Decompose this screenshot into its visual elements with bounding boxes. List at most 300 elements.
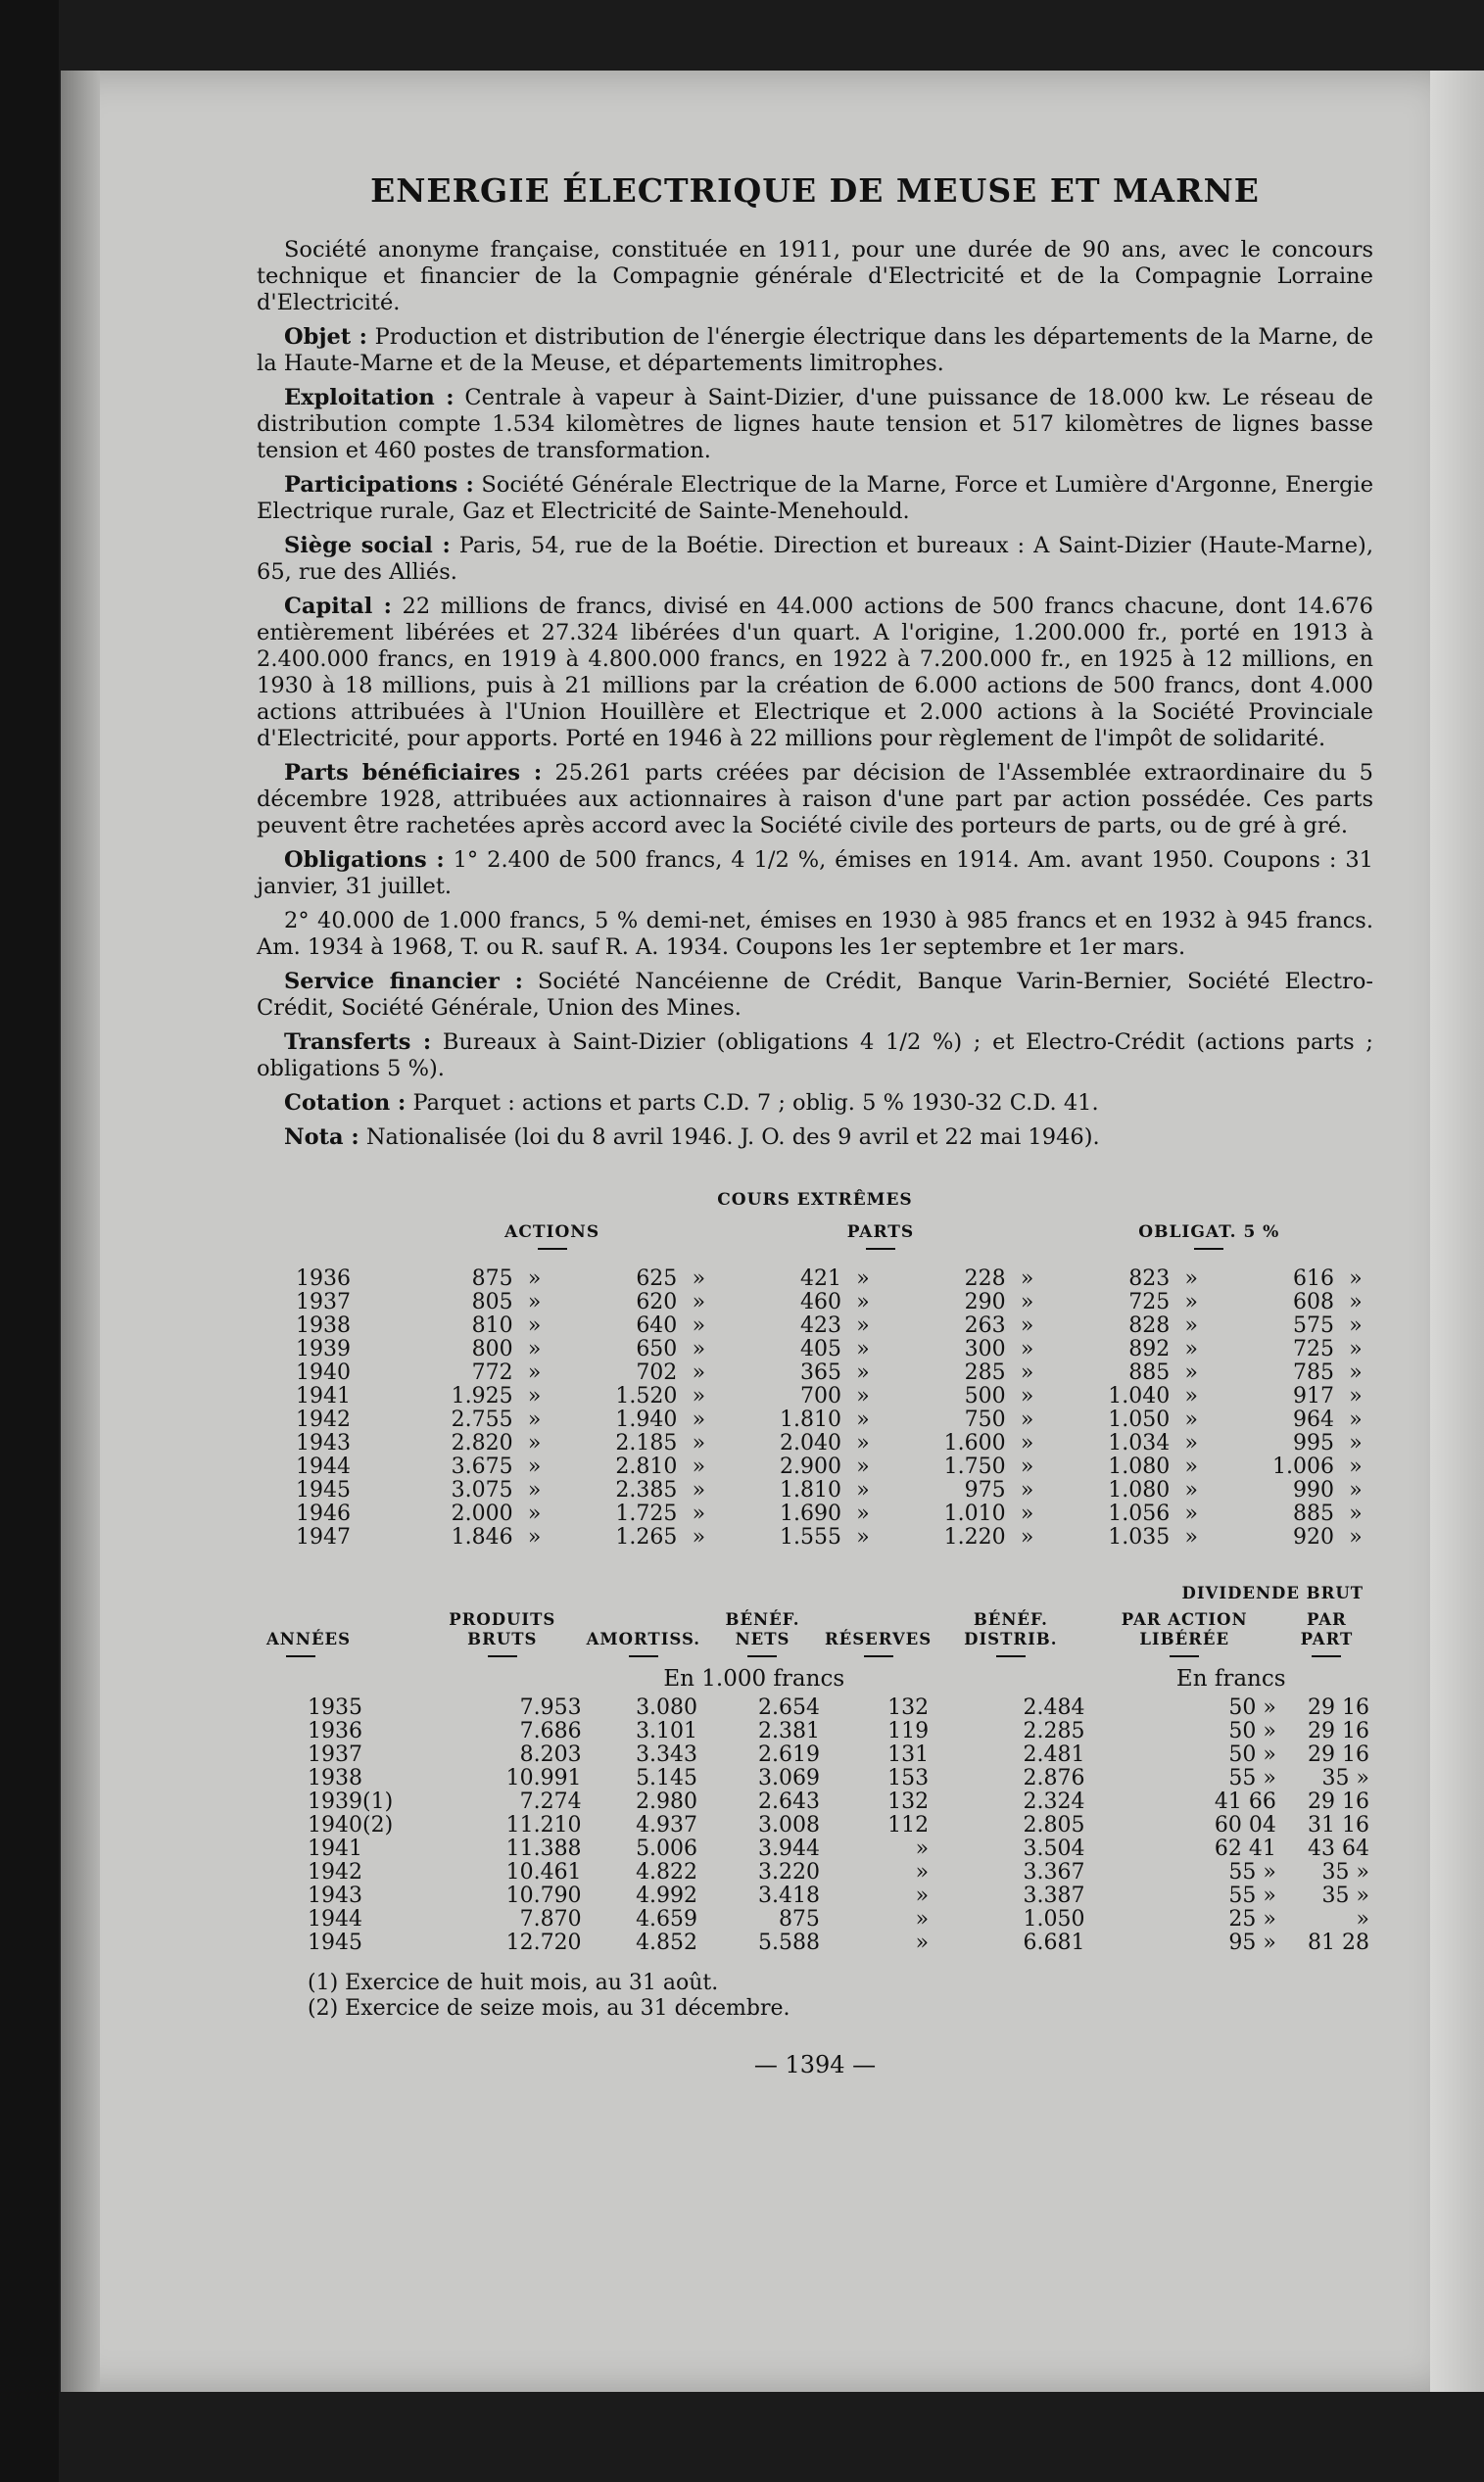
guillemet: » bbox=[856, 1384, 870, 1408]
results-cell-reserves: 132 bbox=[887, 1695, 930, 1720]
cours-cell-a1: 2.755 bbox=[451, 1408, 513, 1432]
paragraph-text: 2° 40.000 de 1.000 francs, 5 % demi-net, émises en 1930 à 985 francs et en 1932 à 945 francs. Am. 1934 à 1968, T. ou R. sauf R. A. 1934. Coupons les 1er septembre et 1er mars. bbox=[257, 908, 1373, 960]
guillemet: » bbox=[527, 1408, 542, 1432]
cours-row bbox=[257, 1456, 1373, 1479]
benef-nets-header: BÉNÉF. NETS bbox=[701, 1609, 824, 1663]
guillemet: » bbox=[527, 1360, 542, 1385]
company-description bbox=[257, 237, 1373, 1151]
guillemet: » bbox=[692, 1313, 706, 1338]
paragraph-text: 25.261 parts créées par décision de l'Assemblée extraordinaire du 5 décembre 1928, attribuées aux actionnaires à raison d'une part par action possédée. Ces parts peuvent être rachetées après accord avec la Société civile des porteurs de parts, ou de gré à gré. bbox=[257, 760, 1373, 838]
cours-cell-year: 1940 bbox=[296, 1360, 351, 1385]
results-cell-div_action: 55 » bbox=[1228, 1884, 1276, 1908]
guillemet: » bbox=[692, 1290, 706, 1314]
guillemet: » bbox=[1020, 1431, 1034, 1456]
results-cell-div_action: 95 » bbox=[1228, 1931, 1276, 1955]
paragraph bbox=[257, 324, 1373, 377]
annees-header: ANNÉES bbox=[257, 1609, 419, 1663]
results-cell-amort: 4.992 bbox=[636, 1884, 698, 1908]
results-cell-div_part: 29 16 bbox=[1308, 1695, 1369, 1720]
paragraph-text: 22 millions de francs, divisé en 44.000 actions de 500 francs chacune, dont 14.676 entièrement libérées et 27.324 libérées d'un quart. A l'origine, 1.200.000 fr., porté en 1913 à 2.400.000 francs, en 1919 à 4.800.000 francs, en 1922 à 7.200.000 fr., en 1925 à 12 millions, en 1930 à 18 millions, puis à 21 millions par la création de 6.000 actions de 500 francs, dont 4.000 actions attribuées à l'Union Houillère et Electrique et 2.000 actions à la Société Provinciale d'Electricité, pour apports. Porté en 1946 à 22 millions pour règlement de l'impôt de solidarité. bbox=[257, 594, 1373, 751]
cours-cell-year: 1938 bbox=[296, 1313, 351, 1338]
guillemet: » bbox=[1184, 1266, 1199, 1291]
next-page-edge bbox=[1430, 71, 1484, 2392]
paragraph-label: Objet : bbox=[284, 324, 367, 350]
cours-cell-year: 1937 bbox=[296, 1290, 351, 1314]
cours-cell-year: 1942 bbox=[296, 1408, 351, 1432]
results-row bbox=[257, 1861, 1373, 1885]
cours-cell-year: 1944 bbox=[296, 1455, 351, 1479]
cours-cell-o2: 1.006 bbox=[1272, 1455, 1334, 1479]
guillemet: » bbox=[1020, 1337, 1034, 1361]
cours-cell-o1: 892 bbox=[1128, 1337, 1171, 1361]
results-row bbox=[257, 1743, 1373, 1767]
guillemet: » bbox=[856, 1266, 870, 1291]
cours-cell-o2: 785 bbox=[1293, 1360, 1334, 1385]
results-cell-div_part: 35 » bbox=[1321, 1766, 1369, 1790]
cours-oblig-header: OBLIGAT. 5 % bbox=[1045, 1221, 1373, 1267]
footnotes bbox=[257, 1971, 1373, 2022]
results-cell-div_action: 25 » bbox=[1228, 1907, 1276, 1932]
results-cell-benef: 3.220 bbox=[757, 1860, 820, 1885]
results-cell-div_action: 50 » bbox=[1228, 1742, 1276, 1767]
cours-table bbox=[257, 1221, 1373, 1550]
guillemet: » bbox=[1184, 1502, 1199, 1526]
cours-cell-o2: 917 bbox=[1293, 1384, 1334, 1408]
paragraph-label: Cotation : bbox=[284, 1090, 407, 1116]
results-cell-year: 1942 bbox=[308, 1860, 362, 1885]
footnote: (1) Exercice de huit mois, au 31 août. bbox=[308, 1971, 719, 1995]
results-cell-benef: 2.654 bbox=[757, 1695, 820, 1720]
cours-cell-o1: 1.040 bbox=[1108, 1384, 1171, 1408]
cours-cell-o1: 823 bbox=[1128, 1266, 1171, 1291]
guillemet: » bbox=[1349, 1313, 1363, 1338]
guillemet: » bbox=[1349, 1408, 1363, 1432]
guillemet: » bbox=[692, 1384, 706, 1408]
guillemet: » bbox=[856, 1290, 870, 1314]
results-cell-produits: 10.991 bbox=[505, 1766, 582, 1790]
guillemet: » bbox=[1020, 1290, 1034, 1314]
guillemet: » bbox=[527, 1266, 542, 1291]
par-action-header: PAR ACTION LIBÉRÉE bbox=[1089, 1609, 1280, 1663]
results-cell-distrib: 3.387 bbox=[1023, 1884, 1085, 1908]
results-cell-reserves: 131 bbox=[887, 1742, 930, 1767]
paragraph-label: Participations : bbox=[284, 472, 474, 498]
guillemet: » bbox=[692, 1502, 706, 1526]
footnote: (2) Exercice de seize mois, au 31 décembre. bbox=[308, 1996, 790, 2021]
guillemet: » bbox=[692, 1408, 706, 1432]
results-cell-div_part: 81 28 bbox=[1308, 1931, 1369, 1955]
paragraph-label: Transferts : bbox=[284, 1029, 432, 1055]
results-cell-benef: 875 bbox=[778, 1907, 820, 1932]
paragraph bbox=[257, 1124, 1373, 1151]
paragraph bbox=[257, 908, 1373, 961]
guillemet: » bbox=[1349, 1266, 1363, 1291]
results-cell-div_action: 50 » bbox=[1228, 1695, 1276, 1720]
guillemet: » bbox=[856, 1408, 870, 1432]
paragraph-text: Nationalisée (loi du 8 avril 1946. J. O. des 9 avril et 22 mai 1946). bbox=[365, 1124, 1100, 1150]
benef-distrib-header: BÉNÉF. DISTRIB. bbox=[933, 1609, 1088, 1663]
paragraph-label: Exploitation : bbox=[284, 385, 455, 410]
guillemet: » bbox=[692, 1478, 706, 1503]
guillemet: » bbox=[856, 1313, 870, 1338]
guillemet: » bbox=[856, 1337, 870, 1361]
unit-left: En 1.000 francs bbox=[663, 1666, 845, 1692]
results-cell-benef: 3.069 bbox=[757, 1766, 820, 1790]
cours-cell-a2: 2.810 bbox=[615, 1455, 678, 1479]
paragraph bbox=[257, 472, 1373, 525]
paragraph-text: 1° 2.400 de 500 francs, 4 1/2 %, émises en 1914. Am. avant 1950. Coupons : 31 janvier, 31 juillet. bbox=[257, 847, 1373, 899]
paragraph bbox=[257, 969, 1373, 1022]
results-row bbox=[257, 1814, 1373, 1838]
results-cell-benef: 3.008 bbox=[757, 1813, 820, 1838]
guillemet: » bbox=[1184, 1290, 1199, 1314]
guillemet: » bbox=[1184, 1431, 1199, 1456]
page-title: ENERGIE ÉLECTRIQUE DE MEUSE ET MARNE bbox=[370, 171, 1260, 210]
cours-cell-a1: 772 bbox=[471, 1360, 513, 1385]
cours-cell-p1: 1.810 bbox=[779, 1478, 841, 1503]
paragraph bbox=[257, 385, 1373, 464]
guillemet: » bbox=[1020, 1502, 1034, 1526]
guillemet: » bbox=[1349, 1502, 1363, 1526]
cours-cell-o1: 1.056 bbox=[1108, 1502, 1171, 1526]
cours-cell-o2: 725 bbox=[1293, 1337, 1334, 1361]
cours-cell-o2: 608 bbox=[1293, 1290, 1334, 1314]
results-row bbox=[257, 1790, 1373, 1814]
cours-row bbox=[257, 1385, 1373, 1408]
cours-cell-p2: 750 bbox=[964, 1408, 1006, 1432]
results-cell-div_part: 29 16 bbox=[1308, 1742, 1369, 1767]
results-row bbox=[257, 1838, 1373, 1861]
results-cell-reserves: » bbox=[915, 1931, 930, 1955]
cours-cell-p2: 1.010 bbox=[943, 1502, 1006, 1526]
results-cell-reserves: » bbox=[915, 1907, 930, 1932]
cours-cell-a1: 1.846 bbox=[451, 1525, 513, 1550]
results-cell-div_action: 55 » bbox=[1228, 1766, 1276, 1790]
cours-cell-o2: 920 bbox=[1293, 1525, 1334, 1550]
cours-cell-p2: 1.600 bbox=[943, 1431, 1006, 1456]
guillemet: » bbox=[856, 1360, 870, 1385]
guillemet: » bbox=[527, 1290, 542, 1314]
cours-cell-p1: 421 bbox=[799, 1266, 841, 1291]
guillemet: » bbox=[527, 1313, 542, 1338]
results-cell-amort: 2.980 bbox=[636, 1790, 698, 1814]
results-cell-year: 1940(2) bbox=[308, 1813, 394, 1838]
results-cell-amort: 4.852 bbox=[636, 1931, 698, 1955]
guillemet: » bbox=[856, 1431, 870, 1456]
paragraph bbox=[257, 533, 1373, 586]
paragraph bbox=[257, 237, 1373, 316]
results-cell-year: 1943 bbox=[308, 1884, 362, 1908]
results-cell-div_action: 41 66 bbox=[1214, 1790, 1276, 1814]
cours-cell-year: 1941 bbox=[296, 1384, 351, 1408]
paragraph-label: Obligations : bbox=[284, 847, 445, 873]
guillemet: » bbox=[692, 1337, 706, 1361]
cours-cell-o2: 990 bbox=[1293, 1478, 1334, 1503]
cours-year-header bbox=[257, 1221, 388, 1267]
cours-cell-o1: 885 bbox=[1128, 1360, 1171, 1385]
results-cell-div_action: 55 » bbox=[1228, 1860, 1276, 1885]
paragraph-text: Société Nancéienne de Crédit, Banque Varin-Bernier, Société Electro-Crédit, Société Générale, Union des Mines. bbox=[257, 969, 1373, 1021]
guillemet: » bbox=[1184, 1408, 1199, 1432]
page-content bbox=[257, 171, 1373, 2078]
cours-cell-year: 1947 bbox=[296, 1525, 351, 1550]
results-cell-reserves: 132 bbox=[887, 1790, 930, 1814]
par-part-header: PAR PART bbox=[1280, 1609, 1373, 1663]
cours-row bbox=[257, 1291, 1373, 1314]
results-cell-amort: 4.937 bbox=[636, 1813, 698, 1838]
paragraph bbox=[257, 1090, 1373, 1117]
results-cell-reserves: » bbox=[915, 1860, 930, 1885]
cours-cell-p2: 500 bbox=[964, 1384, 1006, 1408]
cours-cell-a2: 1.520 bbox=[615, 1384, 678, 1408]
paragraph bbox=[257, 760, 1373, 839]
results-cell-amort: 4.659 bbox=[636, 1907, 698, 1932]
paragraph-label: Service financier : bbox=[284, 969, 523, 994]
guillemet: » bbox=[527, 1384, 542, 1408]
cours-cell-p1: 460 bbox=[799, 1290, 841, 1314]
paragraph-text: Centrale à vapeur à Saint-Dizier, d'une puissance de 18.000 kw. Le réseau de distribution compte 1.534 kilomètres de lignes haute tension et 517 kilomètres de lignes basse tension et 460 postes de transformation. bbox=[257, 385, 1373, 463]
cours-cell-o2: 616 bbox=[1293, 1266, 1334, 1291]
cours-cell-a2: 620 bbox=[636, 1290, 678, 1314]
guillemet: » bbox=[1184, 1313, 1199, 1338]
results-cell-produits: 11.210 bbox=[505, 1813, 582, 1838]
results-row bbox=[257, 1720, 1373, 1743]
guillemet: » bbox=[527, 1455, 542, 1479]
paragraph-label: Siège social : bbox=[284, 533, 451, 558]
guillemet: » bbox=[1349, 1337, 1363, 1361]
paragraph bbox=[257, 847, 1373, 900]
guillemet: » bbox=[527, 1478, 542, 1503]
paragraph-label: Nota : bbox=[284, 1124, 359, 1150]
cours-cell-a2: 640 bbox=[636, 1313, 678, 1338]
cours-cell-p1: 423 bbox=[799, 1313, 841, 1338]
cours-cell-p2: 300 bbox=[964, 1337, 1006, 1361]
results-row bbox=[257, 1908, 1373, 1932]
guillemet: » bbox=[856, 1525, 870, 1550]
cours-cell-p2: 263 bbox=[964, 1313, 1006, 1338]
results-cell-year: 1944 bbox=[308, 1907, 362, 1932]
guillemet: » bbox=[527, 1525, 542, 1550]
page-number: — 1394 — bbox=[753, 2051, 877, 2078]
results-cell-distrib: 2.324 bbox=[1023, 1790, 1085, 1814]
cours-cell-a2: 625 bbox=[636, 1266, 678, 1291]
guillemet: » bbox=[856, 1478, 870, 1503]
guillemet: » bbox=[1349, 1360, 1363, 1385]
cours-cell-o1: 1.034 bbox=[1108, 1431, 1171, 1456]
results-cell-div_action: 50 » bbox=[1228, 1719, 1276, 1743]
results-cell-produits: 8.203 bbox=[519, 1742, 582, 1767]
guillemet: » bbox=[1020, 1478, 1034, 1503]
cours-cell-a1: 805 bbox=[471, 1290, 513, 1314]
results-cell-reserves: » bbox=[915, 1884, 930, 1908]
guillemet: » bbox=[692, 1431, 706, 1456]
guillemet: » bbox=[1020, 1384, 1034, 1408]
guillemet: » bbox=[692, 1360, 706, 1385]
results-cell-amort: 3.080 bbox=[636, 1695, 698, 1720]
cours-row bbox=[257, 1432, 1373, 1456]
guillemet: » bbox=[1020, 1313, 1034, 1338]
results-cell-amort: 5.006 bbox=[636, 1837, 698, 1861]
results-cell-amort: 3.101 bbox=[636, 1719, 698, 1743]
cours-cell-p2: 228 bbox=[964, 1266, 1006, 1291]
cours-cell-year: 1943 bbox=[296, 1431, 351, 1456]
guillemet: » bbox=[1349, 1525, 1363, 1550]
cours-row bbox=[257, 1526, 1373, 1550]
cours-cell-a2: 702 bbox=[636, 1360, 678, 1385]
results-cell-div_action: 62 41 bbox=[1214, 1837, 1276, 1861]
cours-cell-a2: 2.185 bbox=[615, 1431, 678, 1456]
results-cell-div_action: 60 04 bbox=[1214, 1813, 1276, 1838]
cours-actions-header: ACTIONS bbox=[388, 1221, 716, 1267]
results-cell-year: 1937 bbox=[308, 1742, 362, 1767]
cours-cell-year: 1936 bbox=[296, 1266, 351, 1291]
cours-parts-header: PARTS bbox=[716, 1221, 1044, 1267]
guillemet: » bbox=[1020, 1266, 1034, 1291]
cours-row bbox=[257, 1503, 1373, 1526]
cours-row bbox=[257, 1338, 1373, 1361]
cours-row bbox=[257, 1361, 1373, 1385]
page-binding-edge bbox=[61, 71, 100, 2392]
cours-cell-a2: 2.385 bbox=[615, 1478, 678, 1503]
cours-cell-a1: 800 bbox=[471, 1337, 513, 1361]
paragraph bbox=[257, 594, 1373, 752]
cours-cell-o2: 964 bbox=[1293, 1408, 1334, 1432]
results-cell-distrib: 2.481 bbox=[1023, 1742, 1085, 1767]
produits-header: PRODUITS BRUTS bbox=[419, 1609, 586, 1663]
guillemet: » bbox=[692, 1525, 706, 1550]
results-cell-amort: 4.822 bbox=[636, 1860, 698, 1885]
paragraph-text: Paris, 54, rue de la Boétie. Direction et bureaux : A Saint-Dizier (Haute-Marne), 65, rue des Alliés. bbox=[257, 533, 1373, 585]
cours-cell-o1: 1.080 bbox=[1108, 1478, 1171, 1503]
results-cell-amort: 3.343 bbox=[636, 1742, 698, 1767]
results-cell-distrib: 3.504 bbox=[1023, 1837, 1085, 1861]
unit-right: En francs bbox=[1175, 1666, 1286, 1692]
cours-cell-a1: 1.925 bbox=[451, 1384, 513, 1408]
paragraph-text: Société Générale Electrique de la Marne, Force et Lumière d'Argonne, Energie Electrique rurale, Gaz et Electricité de Sainte-Menehould. bbox=[257, 472, 1374, 524]
results-cell-produits: 7.870 bbox=[519, 1907, 582, 1932]
paragraph-text: Bureaux à Saint-Dizier (obligations 4 1/2 %) ; et Electro-Crédit (actions parts ; obligations 5 %). bbox=[257, 1029, 1373, 1081]
cours-cell-p1: 1.810 bbox=[779, 1408, 841, 1432]
guillemet: » bbox=[1020, 1525, 1034, 1550]
cours-cell-o1: 1.080 bbox=[1108, 1455, 1171, 1479]
results-cell-div_part: 29 16 bbox=[1308, 1790, 1369, 1814]
cours-cell-o2: 995 bbox=[1293, 1431, 1334, 1456]
cours-title: COURS EXTRÊMES bbox=[717, 1190, 913, 1210]
guillemet: » bbox=[1184, 1455, 1199, 1479]
results-row bbox=[257, 1932, 1373, 1955]
cours-cell-p2: 975 bbox=[964, 1478, 1006, 1503]
guillemet: » bbox=[527, 1502, 542, 1526]
cours-cell-a2: 1.265 bbox=[615, 1525, 678, 1550]
cours-cell-p2: 1.750 bbox=[943, 1455, 1006, 1479]
cours-cell-a1: 2.000 bbox=[451, 1502, 513, 1526]
cours-cell-o2: 885 bbox=[1293, 1502, 1334, 1526]
results-cell-distrib: 3.367 bbox=[1023, 1860, 1085, 1885]
results-cell-reserves: 112 bbox=[887, 1813, 930, 1838]
guillemet: » bbox=[1349, 1478, 1363, 1503]
reserves-header: RÉSERVES bbox=[824, 1609, 933, 1663]
results-cell-produits: 7.274 bbox=[519, 1790, 582, 1814]
results-cell-reserves: » bbox=[915, 1837, 930, 1861]
guillemet: » bbox=[527, 1431, 542, 1456]
cours-cell-p2: 1.220 bbox=[943, 1525, 1006, 1550]
results-cell-div_part: 35 » bbox=[1321, 1860, 1369, 1885]
paragraph bbox=[257, 1029, 1373, 1082]
amortiss-header: AMORTISS. bbox=[586, 1609, 701, 1663]
cours-cell-a1: 3.075 bbox=[451, 1478, 513, 1503]
guillemet: » bbox=[692, 1266, 706, 1291]
results-cell-div_part: 31 16 bbox=[1308, 1813, 1369, 1838]
guillemet: » bbox=[1184, 1525, 1199, 1550]
results-cell-year: 1938 bbox=[308, 1766, 362, 1790]
guillemet: » bbox=[1020, 1455, 1034, 1479]
cours-cell-o1: 1.050 bbox=[1108, 1408, 1171, 1432]
cours-cell-a1: 2.820 bbox=[451, 1431, 513, 1456]
paragraph-text: Parquet : actions et parts C.D. 7 ; oblig. 5 % 1930-32 C.D. 41. bbox=[412, 1090, 1099, 1116]
results-cell-benef: 3.944 bbox=[757, 1837, 820, 1861]
results-cell-distrib: 2.876 bbox=[1023, 1766, 1085, 1790]
results-cell-year: 1935 bbox=[308, 1695, 362, 1720]
cours-cell-p2: 290 bbox=[964, 1290, 1006, 1314]
results-cell-distrib: 1.050 bbox=[1023, 1907, 1085, 1932]
cours-row bbox=[257, 1314, 1373, 1338]
results-cell-year: 1936 bbox=[308, 1719, 362, 1743]
paragraph-label: Parts bénéficiaires : bbox=[284, 760, 543, 786]
cours-cell-a1: 875 bbox=[471, 1266, 513, 1291]
cours-cell-p1: 1.555 bbox=[779, 1525, 841, 1550]
results-row bbox=[257, 1885, 1373, 1908]
results-cell-year: 1941 bbox=[308, 1837, 362, 1861]
cours-cell-o1: 725 bbox=[1128, 1290, 1171, 1314]
cours-cell-year: 1946 bbox=[296, 1502, 351, 1526]
cours-cell-a1: 810 bbox=[471, 1313, 513, 1338]
results-cell-amort: 5.145 bbox=[636, 1766, 698, 1790]
cours-cell-o2: 575 bbox=[1293, 1313, 1334, 1338]
cours-cell-a2: 650 bbox=[636, 1337, 678, 1361]
results-cell-year: 1945 bbox=[308, 1931, 362, 1955]
results-cell-div_part: 29 16 bbox=[1308, 1719, 1369, 1743]
guillemet: » bbox=[856, 1502, 870, 1526]
guillemet: » bbox=[1349, 1455, 1363, 1479]
cours-cell-a1: 3.675 bbox=[451, 1455, 513, 1479]
guillemet: » bbox=[1184, 1384, 1199, 1408]
cours-row bbox=[257, 1479, 1373, 1503]
results-cell-benef: 5.588 bbox=[757, 1931, 820, 1955]
results-table bbox=[257, 1583, 1373, 1955]
paragraph-label: Capital : bbox=[284, 594, 392, 619]
cours-cell-a2: 1.725 bbox=[615, 1502, 678, 1526]
results-cell-reserves: 119 bbox=[887, 1719, 930, 1743]
guillemet: » bbox=[527, 1337, 542, 1361]
guillemet: » bbox=[1184, 1360, 1199, 1385]
guillemet: » bbox=[1020, 1360, 1034, 1385]
results-cell-reserves: 153 bbox=[887, 1766, 930, 1790]
cours-cell-a2: 1.940 bbox=[615, 1408, 678, 1432]
cours-cell-o1: 828 bbox=[1128, 1313, 1171, 1338]
results-cell-distrib: 6.681 bbox=[1023, 1931, 1085, 1955]
results-cell-produits: 12.720 bbox=[505, 1931, 582, 1955]
cours-cell-p1: 2.900 bbox=[779, 1455, 841, 1479]
paragraph-text: Société anonyme française, constituée en 1911, pour une durée de 90 ans, avec le concours technique et financier de la Compagnie générale d'Electricité et de la Compagnie Lorraine d'Electricité. bbox=[257, 237, 1373, 315]
cours-row bbox=[257, 1408, 1373, 1432]
cours-cell-p1: 700 bbox=[799, 1384, 841, 1408]
results-cell-produits: 7.953 bbox=[519, 1695, 582, 1720]
results-cell-div_part: » bbox=[1356, 1907, 1369, 1932]
guillemet: » bbox=[1184, 1337, 1199, 1361]
guillemet: » bbox=[1020, 1408, 1034, 1432]
cours-cell-year: 1939 bbox=[296, 1337, 351, 1361]
results-cell-benef: 3.418 bbox=[757, 1884, 820, 1908]
